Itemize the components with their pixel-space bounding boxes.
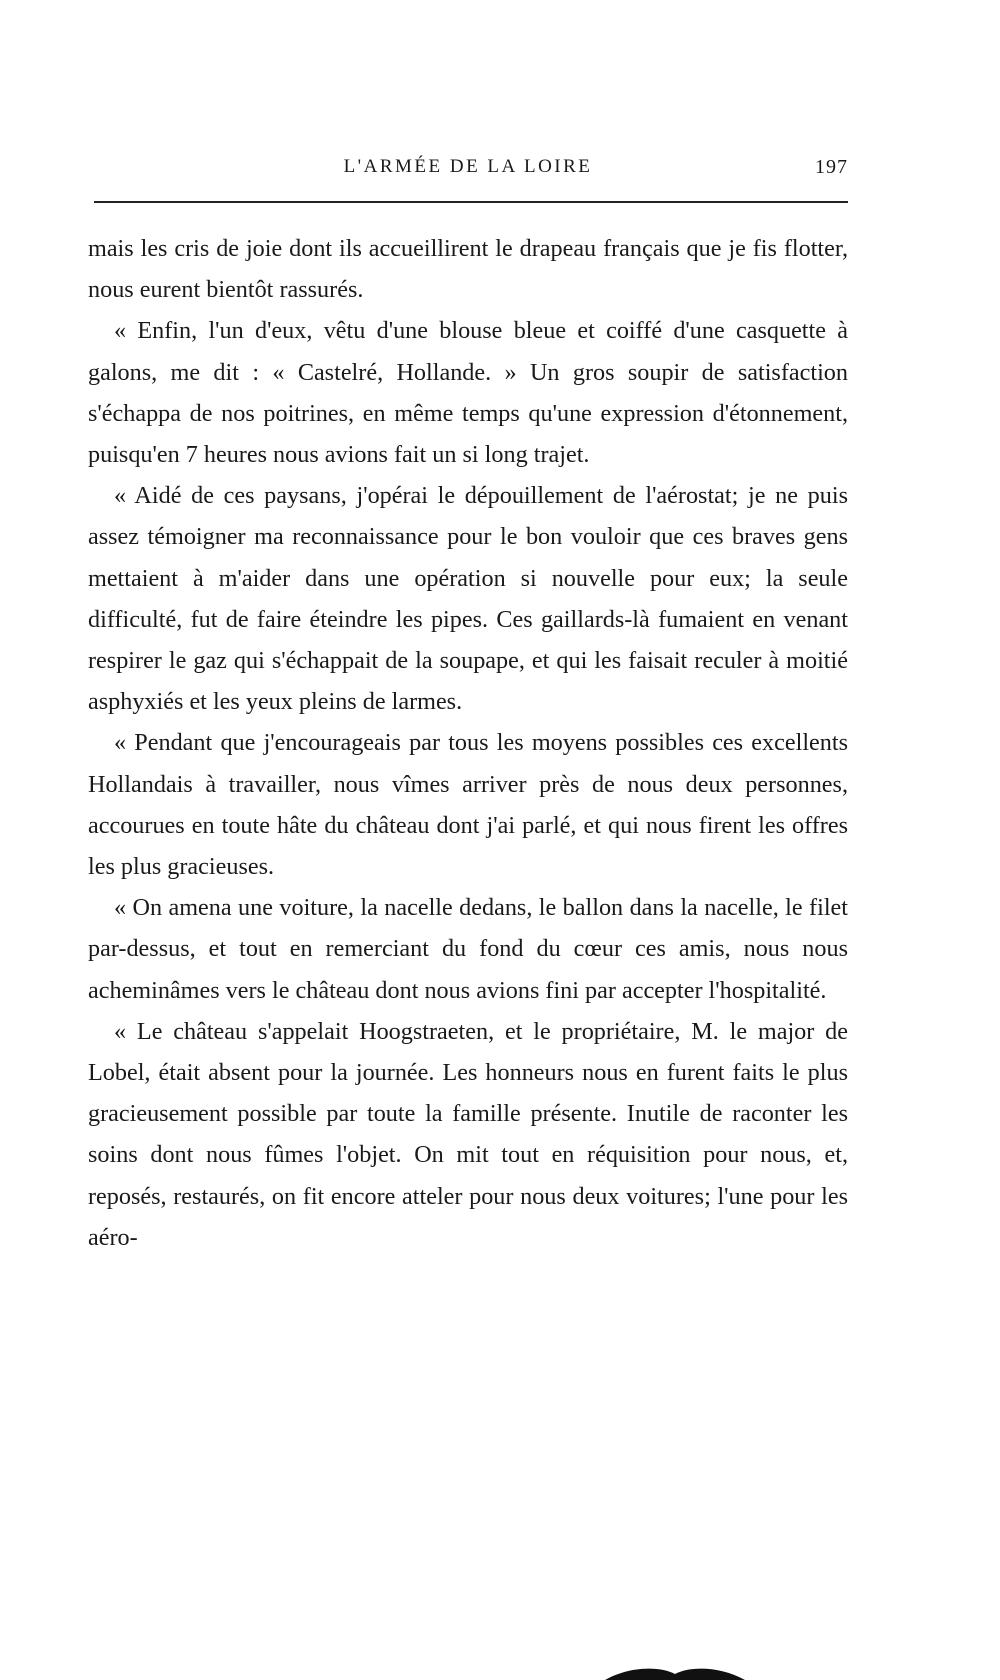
paragraph: « On amena une voiture, la nacelle dedans, le ballon dans la nacelle, le filet par-dessus, et tout en remerciant du fond du cœur ces amis, nous nous acheminâmes vers le château dont nous avions fini par accepter l'hospitalité. [88,894,848,1004]
paragraph: « Le château s'appelait Hoogstraeten, et le propriétaire, M. le major de Lobel, était absent pour la journée. Les honneurs nous en furent faits le plus gracieusement possible par toute la famille présente. Inutile de raconter les soins dont nous fûmes l'objet. On mit tout en réquisition pour nous, et, reposés, restaurés, on fit encore atteler pour nous deux voitures; l'une pour les aéro- [88,1017,848,1251]
header-rule [94,201,848,203]
paragraph: « Enfin, l'un d'eux, vêtu d'une blouse bleue et coiffé d'une casquette à galons, me dit : « Castelré, Hollande. » Un gros soupir de satisfaction s'échappa de nos poitrines, en même temps qu'une expression d'étonnement, puisqu'en 7 heures nous avions fait un si long trajet. [88,317,848,469]
page-number: 197 [815,156,848,178]
bottom-ornament [600,1664,750,1680]
paragraph: « Pendant que j'encourageais par tous les moyens possibles ces excellents Hollandais à travailler, nous vîmes arriver près de nous deux personnes, accourues en toute hâte du château dont j'ai parlé, et qui nous firent les offres les plus gracieuses. [88,729,848,881]
paragraph: « Aidé de ces paysans, j'opérai le dépouillement de l'aérostat; je ne puis assez témoigner ma reconnaissance pour le bon vouloir que ces braves gens mettaient à m'aider dans une opération si nouvelle pour eux; la seule difficulté, fut de faire éteindre les pipes. Ces gaillards-là fumaient en venant respirer le gaz qui s'échappait de la soupape, et qui les faisait reculer à moitié asphyxiés et les yeux pleins de larmes. [88,482,848,716]
body-text [88,228,848,1258]
running-head [88,152,848,188]
paragraph: mais les cris de joie dont ils accueillirent le drapeau français que je fis flotter, nous eurent bientôt rassurés. [88,235,848,304]
running-title: L'ARMÉE DE LA LOIRE [343,156,593,177]
